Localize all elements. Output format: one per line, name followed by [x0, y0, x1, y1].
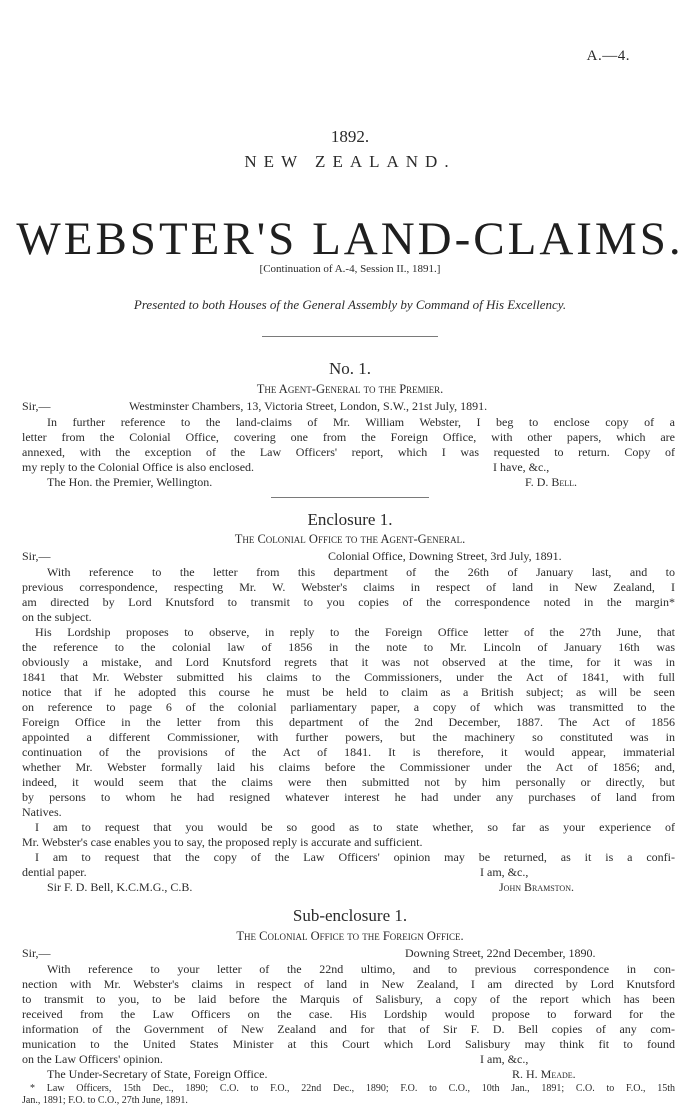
- body-line: on the subject.: [22, 610, 92, 624]
- body-line: With reference to the letter from this department of the 26th of January last, and to: [47, 565, 675, 579]
- body-line: 1841 that Mr. Webster submitted his claims to the Commissioners, under the Act of 1841, with full: [22, 670, 675, 684]
- body-line: With reference to your letter of the 22nd ultimo, and to previous correspondence in con-: [47, 962, 675, 976]
- body-line: nection with Mr. Webster's claims in respect of land in New Zealand, I am directed by Lord Knutsford: [22, 977, 675, 991]
- signature: John Bramston.: [499, 880, 574, 894]
- addressee: The Under-Secretary of State, Foreign Office.: [47, 1067, 268, 1081]
- letter-heading: No. 1.: [328, 359, 372, 378]
- addressee: Sir F. D. Bell, K.C.M.G., C.B.: [47, 880, 193, 894]
- letter-from-to: The Agent-General to the Premier.: [256, 382, 444, 396]
- divider: [271, 497, 429, 498]
- footnote-line: Jan., 1891; F.O. to C.O., 27th June, 1891.: [22, 1095, 188, 1106]
- body-line: continuation of the provisions of the Act of 1841. It is therefore, it would appear, immaterial: [22, 745, 675, 759]
- signature: R. H. Meade.: [512, 1067, 576, 1081]
- body-line: obviously a mistake, and Lord Knutsford regrets that it was not observed at the time, for it was in: [22, 655, 675, 669]
- body-line: munication to the United States Minister at this Court which Lord Salisbury may think fit to found: [22, 1037, 675, 1051]
- body-line: In further reference to the land-claims of Mr. William Webster, I beg to enclose copy of a: [47, 415, 675, 429]
- body-line: received from the Law Officers on the case. His Lordship would propose to forward for the: [22, 1007, 675, 1021]
- letter-address: Colonial Office, Downing Street, 3rd July, 1891.: [328, 549, 562, 563]
- closing: I have, &c.,: [493, 460, 550, 474]
- signature: F. D. Bell.: [525, 475, 578, 489]
- country: NEW ZEALAND.: [244, 152, 456, 171]
- subtitle: [Continuation of A.-4, Session II., 1891.]: [259, 263, 441, 275]
- letter-address: Downing Street, 22nd December, 1890.: [405, 946, 596, 960]
- enclosure-heading: Enclosure 1.: [307, 510, 393, 529]
- body-line: His Lordship proposes to observe, in reply to the Foreign Office letter of the 27th June, that: [35, 625, 675, 639]
- sub-enclosure-heading: Sub-enclosure 1.: [292, 906, 408, 925]
- footnote-line: * Law Officers, 15th Dec., 1890; C.O. to F.O., 22nd Dec., 1890; F.O. to C.O., 10th Jan., 1891; C.O. to F.O., 15th: [30, 1083, 675, 1094]
- body-line: Foreign Office in the letter from this department of the 2nd December, 1887. The Act of 1856: [22, 715, 675, 729]
- body-line: whether Mr. Webster formally laid his claims before the Commissioner under the Act of 1856; and,: [22, 760, 675, 774]
- body-line: to transmit to you, to be laid before the Marquis of Salisbury, a copy of the report which has been: [22, 992, 675, 1006]
- body-line: am directed by Lord Knutsford to transmit to you copies of the correspondence noted in the margin*: [22, 595, 675, 609]
- year: 1892.: [330, 127, 370, 146]
- divider: [262, 336, 438, 337]
- body-line: on the Law Officers' opinion.: [22, 1052, 163, 1066]
- salutation: Sir,—: [22, 399, 51, 413]
- closing: I am, &c.,: [480, 865, 529, 879]
- body-line: letter from the Colonial Office, covering one from the Foreign Office, with other papers, which are: [22, 430, 675, 444]
- body-line: annexed, with the exception of the Law Officers' report, which I was requested to return. Copy of: [22, 445, 675, 459]
- body-line: I am to request that the copy of the Law Officers' opinion may be returned, as it is a confi-: [35, 850, 675, 864]
- presented-line: Presented to both Houses of the General Assembly by Command of His Excellency.: [133, 297, 567, 312]
- body-line: I am to request that you would be so good as to state whether, so far as your experience of: [35, 820, 675, 834]
- body-line: dential paper.: [22, 865, 87, 879]
- body-line: my reply to the Colonial Office is also enclosed.: [22, 460, 255, 474]
- body-line: the reference to the colonial law of 1856 in the note to Mr. Lincoln of January 16th was: [22, 640, 675, 654]
- body-line: information of the Government of New Zealand and for that of Sir F. D. Bell copies of any com-: [22, 1022, 675, 1036]
- closing: I am, &c.,: [480, 1052, 529, 1066]
- body-line: indeed, it would seem that the claims were then submitted not by him personally or directly, but: [22, 775, 675, 789]
- sub-enclosure-from-to: The Colonial Office to the Foreign Office.: [236, 929, 464, 943]
- body-line: appointed a different Commissioner, with further powers, but the machinery so constituted was in: [22, 730, 675, 744]
- body-line: Mr. Webster's case enables you to say, the proposed reply is accurate and sufficient.: [22, 835, 423, 849]
- body-line: by persons to whom he had resigned whatever interest he had under any purchases of land from: [22, 790, 675, 804]
- salutation: Sir,—: [22, 946, 51, 960]
- body-line: previous correspondence, respecting Mr. W. Webster's claims in respect of land in New Zealand, I: [22, 580, 675, 594]
- enclosure-from-to: The Colonial Office to the Agent-General.: [234, 532, 466, 546]
- body-line: on reference to page 6 of the colonial parliamentary paper, a copy of which was transmitted to the: [22, 700, 675, 714]
- addressee: The Hon. the Premier, Wellington.: [47, 475, 213, 489]
- salutation: Sir,—: [22, 549, 51, 563]
- letter-address: Westminster Chambers, 13, Victoria Street, London, S.W., 21st July, 1891.: [129, 399, 488, 413]
- document-title: WEBSTER'S LAND-CLAIMS.: [16, 213, 684, 265]
- body-line: Natives.: [22, 805, 62, 819]
- page-reference: A.—4.: [586, 48, 630, 64]
- body-line: notice that if he adopted this course he must be held to claim as a British subject; as will be seen: [22, 685, 675, 699]
